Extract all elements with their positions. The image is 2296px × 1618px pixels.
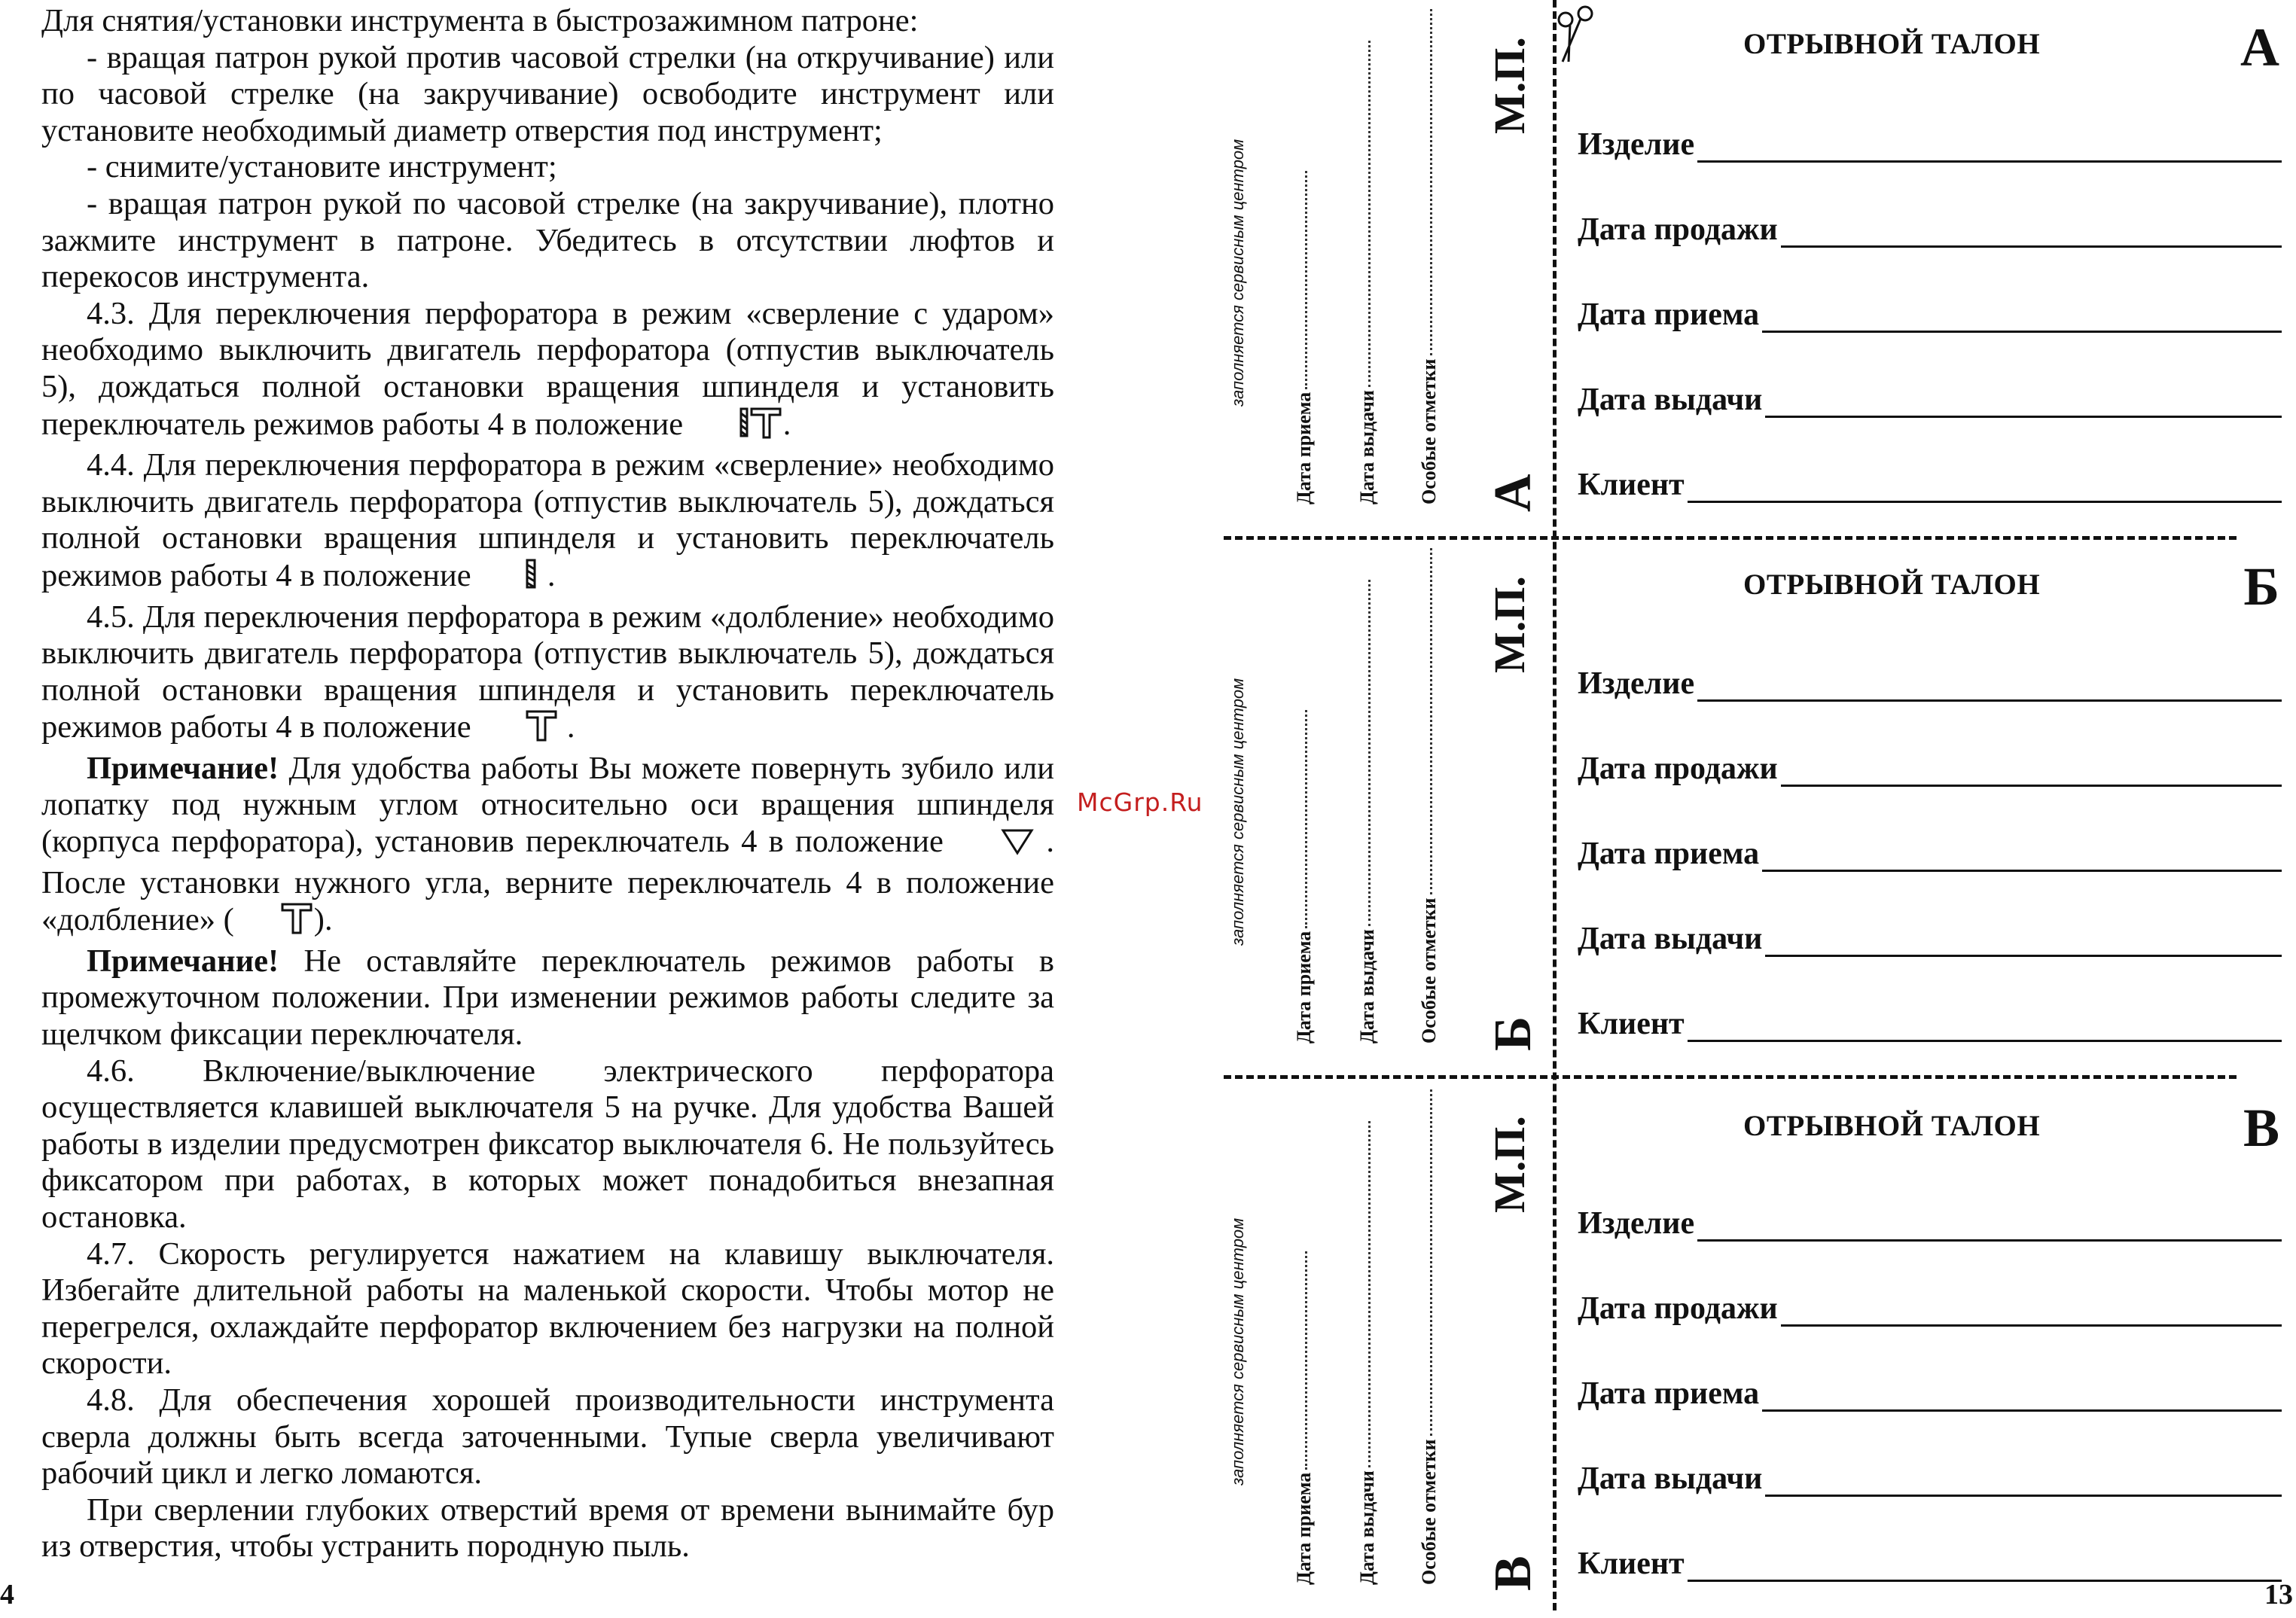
coupon	[1578, 539, 2296, 1078]
field-label: Дата продажи	[1578, 751, 1778, 786]
drill-mode-icon	[479, 557, 539, 599]
field-issue-date[interactable]	[1578, 921, 2282, 957]
fill-line	[1781, 1299, 2282, 1327]
dotted-line	[1364, 41, 1371, 387]
dotted-line	[1300, 171, 1307, 389]
field-product[interactable]	[1578, 126, 2282, 163]
fill-line	[1762, 1384, 2282, 1412]
stub-note: заполняется сервисным центром	[1228, 1217, 1247, 1485]
field-sale-date[interactable]	[1578, 751, 2282, 787]
paragraph	[41, 186, 1054, 296]
field-label: Клиент	[1578, 468, 1685, 502]
paragraph-text: 4.7. Скорость регулируется нажатием на клавишу выключателя. Избегайте длительной работы на маленькой скорости. Чтобы мотор не перегрелся, охлаждайте перфоратор включением без нагрузки на полной скорости.	[41, 1236, 1054, 1382]
stub-letter: Б	[1484, 1016, 1542, 1051]
stub-letter: В	[1484, 1556, 1542, 1591]
coupon-letter: Б	[2243, 556, 2279, 617]
field-receive-date[interactable]	[1578, 1376, 2282, 1412]
punctuation: .	[559, 709, 575, 745]
field-product[interactable]	[1578, 666, 2282, 702]
stub-field-label: Дата приема	[1293, 1472, 1315, 1585]
paragraph	[41, 1236, 1054, 1382]
field-label: Дата выдачи	[1578, 1461, 1763, 1496]
hammer-drill-mode-icon	[691, 406, 783, 448]
dotted-line	[1364, 580, 1371, 926]
paragraph-text: 4.4. Для переключения перфоратора в режим «сверление» необходимо выключить двигатель перфоратора (отпустив выключатель 5), дождаться полной остановки вращения шпинделя и установить переключатель режимов работы 4 в положение	[41, 447, 1054, 593]
field-receive-date[interactable]	[1578, 836, 2282, 872]
paragraph	[41, 751, 1054, 943]
paragraph	[41, 3, 1054, 40]
stub-field-label: Дата выдачи	[1356, 929, 1378, 1044]
paragraph	[41, 943, 1054, 1053]
field-label: Клиент	[1578, 1546, 1685, 1581]
field-label: Дата выдачи	[1578, 922, 1763, 956]
dotted-line	[1425, 9, 1432, 355]
fill-line	[1697, 674, 2282, 702]
fill-line	[1762, 305, 2282, 333]
fill-line	[1688, 1554, 2282, 1582]
paragraph	[41, 1492, 1054, 1565]
coupon-title: ОТРЫВНОЙ ТАЛОН	[1743, 568, 2041, 601]
paragraph-text: Для снятия/установки инструмента в быстрозажимном патроне:	[41, 3, 919, 38]
paragraph-text: 4.6. Включение/выключение электрического перфоратора осуществляется клавишей выключателя 5 на ручке. Для удобства Вашей работы в изделии предусмотрен фиксатор выключателя 6. Не пользуйтесь фиксатором при работах, в которых может понадобиться внезапная остановка.	[41, 1053, 1054, 1235]
fill-line	[1765, 1469, 2282, 1497]
stamp-label: М.П.	[1485, 576, 1534, 673]
fill-line	[1688, 475, 2282, 503]
stub-field-label: Особые отметки	[1418, 1439, 1440, 1585]
paragraph-text: 4.5. Для переключения перфоратора в режим «долбление» необходимо выключить двигатель перфоратора (отпустив выключатель 5), дождаться полной остановки вращения шпинделя и установить переключатель режимов работы 4 в положение	[41, 599, 1054, 745]
stub-field-notes[interactable]	[1418, 548, 1441, 1044]
page-number-right: 13	[2264, 1579, 2293, 1610]
stub-note: заполняется сервисным центром	[1228, 139, 1247, 407]
stub-field-received[interactable]	[1293, 171, 1316, 504]
right-page	[1186, 0, 2296, 1610]
paragraph	[41, 296, 1054, 447]
dotted-line	[1300, 1251, 1307, 1470]
paragraph-text: - снимите/установите инструмент;	[87, 149, 557, 185]
punctuation: .	[539, 557, 556, 593]
stub-letter: А	[1484, 474, 1542, 512]
paragraph-text: - вращая патрон рукой против часовой стрелки (на откручивание) или по часовой стрелке (на закручивание) освободите инструмент или установите необходимый диаметр отверстия под инструмент;	[41, 39, 1054, 148]
coupon-stub	[1186, 1079, 1547, 1618]
field-label: Изделие	[1578, 666, 1695, 701]
dotted-line	[1425, 1089, 1432, 1436]
field-label: Дата продажи	[1578, 1291, 1778, 1326]
field-sale-date[interactable]	[1578, 212, 2282, 248]
fill-line	[1762, 844, 2282, 872]
triangle-position-icon	[955, 826, 1035, 865]
coupon-letter: В	[2243, 1098, 2279, 1158]
left-page	[0, 0, 1099, 1610]
coupon-stub	[1186, 0, 1547, 539]
coupon	[1578, 0, 2296, 539]
paragraph-text: Не оставляйте переключатель режимов работы в промежуточном положении. При изменении режимов работы следите за щелчком фиксации переключателя.	[41, 943, 1054, 1053]
chisel-mode-icon	[234, 901, 314, 943]
dotted-line	[1364, 1121, 1371, 1467]
paragraph-text: - вращая патрон рукой по часовой стрелке (на закручивание), плотно зажмите инструмент в патроне. Убедитесь в отсутствии люфтов и перекосов инструмента.	[41, 185, 1054, 295]
fill-line	[1781, 759, 2282, 787]
coupon	[1578, 1079, 2296, 1618]
punctuation: ).	[313, 902, 333, 938]
coupon-title: ОТРЫВНОЙ ТАЛОН	[1743, 28, 2041, 60]
fill-line	[1688, 1014, 2282, 1042]
paragraph-text: . После установки нужного угла, верните переключатель 4 в положение «долбление» (	[41, 824, 1055, 938]
dotted-line	[1300, 710, 1307, 928]
stub-field-label: Дата выдачи	[1356, 390, 1378, 504]
stub-field-notes[interactable]	[1418, 1089, 1441, 1585]
stub-note: заполняется сервисным центром	[1228, 678, 1247, 946]
fill-line	[1697, 1214, 2282, 1242]
stub-field-issued[interactable]	[1356, 41, 1379, 504]
paragraph	[41, 1053, 1054, 1236]
note-label: Примечание!	[87, 943, 279, 979]
fill-line	[1765, 390, 2282, 418]
stub-field-label: Особые отметки	[1418, 897, 1440, 1044]
stub-field-issued[interactable]	[1356, 1121, 1379, 1585]
paragraph	[41, 149, 1054, 186]
field-label: Дата выдачи	[1578, 382, 1763, 417]
field-sale-date[interactable]	[1578, 1290, 2282, 1327]
fill-line	[1781, 220, 2282, 248]
field-label: Дата приема	[1578, 836, 1760, 871]
coupon-stub	[1186, 539, 1547, 1078]
chisel-mode-icon	[479, 708, 559, 751]
stub-field-label: Особые отметки	[1418, 358, 1440, 504]
field-client[interactable]	[1578, 467, 2282, 503]
stub-field-notes[interactable]	[1418, 9, 1441, 504]
coupon-section-v	[1186, 1079, 2296, 1618]
stub-field-label: Дата приема	[1293, 931, 1315, 1044]
field-label: Клиент	[1578, 1007, 1685, 1041]
stamp-label: М.П.	[1485, 1116, 1534, 1213]
field-client[interactable]	[1578, 1546, 2282, 1582]
stub-field-label: Дата приема	[1293, 392, 1315, 504]
field-label: Изделие	[1578, 127, 1695, 162]
field-client[interactable]	[1578, 1006, 2282, 1042]
paragraph	[41, 40, 1054, 150]
paragraph-text: Для удобства работы Вы можете повернуть зубило или лопатку под нужным углом относительно оси вращения шпинделя (корпуса перфоратора), установив переключатель 4 в положение	[41, 750, 1054, 860]
fill-line	[1697, 135, 2282, 163]
paragraph	[41, 1382, 1054, 1492]
paragraph-text: 4.8. Для обеспечения хорошей производительности инструмента сверла должны быть всегда заточенными. Тупые сверла увеличивают рабочий цикл и легко ломаются.	[41, 1382, 1054, 1492]
field-label: Дата продажи	[1578, 212, 1778, 247]
field-issue-date[interactable]	[1578, 1461, 2282, 1497]
coupon-section-a	[1186, 0, 2296, 539]
paragraph	[41, 599, 1054, 751]
field-label: Дата приема	[1578, 297, 1760, 332]
paragraph-text: При сверлении глубоких отверстий время от времени вынимайте бур из отверстия, чтобы устранить породную пыль.	[41, 1492, 1054, 1565]
field-label: Дата приема	[1578, 1376, 1760, 1411]
paragraph-text: 4.3. Для переключения перфоратора в режим «сверление с ударом» необходимо выключить двигатель перфоратора (отпустив выключатель 5), дождаться полной остановки вращения шпинделя и установить переключатель режимов работы 4 в положение	[41, 295, 1054, 442]
stub-field-received[interactable]	[1293, 710, 1316, 1044]
field-label: Изделие	[1578, 1206, 1695, 1241]
coupon-title: ОТРЫВНОЙ ТАЛОН	[1743, 1110, 2041, 1142]
field-product[interactable]	[1578, 1205, 2282, 1242]
page-number-left: 4	[0, 1579, 14, 1610]
field-issue-date[interactable]	[1578, 382, 2282, 418]
fill-line	[1765, 929, 2282, 957]
stub-field-label: Дата выдачи	[1356, 1470, 1378, 1585]
stub-field-issued[interactable]	[1356, 580, 1379, 1044]
field-receive-date[interactable]	[1578, 297, 2282, 333]
instructions-text	[41, 3, 1054, 1565]
stub-field-received[interactable]	[1293, 1251, 1316, 1585]
punctuation: .	[782, 406, 791, 442]
watermark: McGrp.Ru	[1077, 788, 1203, 817]
stamp-label: М.П.	[1485, 37, 1534, 134]
coupon-letter: А	[2240, 17, 2279, 78]
note-label: Примечание!	[87, 750, 279, 786]
coupon-section-b	[1186, 539, 2296, 1078]
dotted-line	[1425, 548, 1432, 894]
paragraph	[41, 447, 1054, 599]
